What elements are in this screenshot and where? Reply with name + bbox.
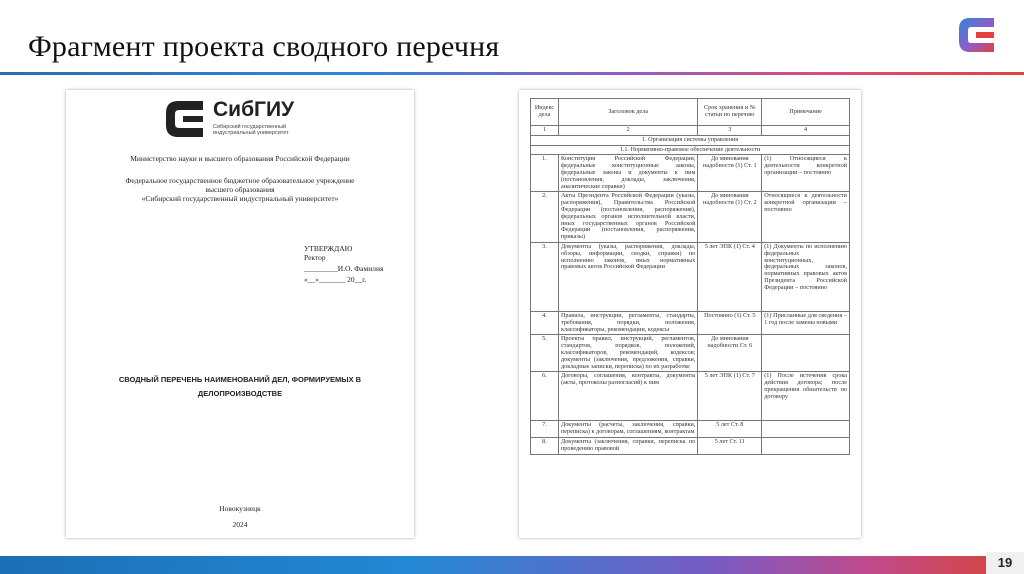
column-number-row: [531, 126, 850, 136]
header-index: Индекс дела: [531, 99, 559, 126]
table-header-row: [531, 99, 850, 126]
document-title-line-2: ДЕЛОПРОИЗВОДСТВЕ: [197, 389, 283, 398]
header-title: Заголовок дела: [558, 99, 697, 126]
row-term: 5 лет Ст. 11: [698, 437, 762, 454]
title-page-document: [66, 90, 414, 538]
row-index: 2.: [531, 192, 559, 243]
rector-label: Ректор: [304, 253, 326, 262]
document-title-line-1: СВОДНЫЙ ПЕРЕЧЕНЬ НАИМЕНОВАНИЙ ДЕЛ, ФОРМИРУЕМЫХ В: [118, 375, 362, 384]
register-table: [530, 98, 850, 455]
table-row: [531, 242, 850, 311]
table-row: [531, 437, 850, 454]
row-note: (1) Документы по исполнению федеральных конституционных, федеральных законов, нормативных правовых актов Президента Российской Федерации – постоянно: [762, 242, 850, 311]
table-row: [531, 372, 850, 421]
table-row: [531, 421, 850, 438]
header-term: Срок хранения и № статьи по перечню: [698, 99, 762, 126]
header-divider: [0, 72, 1024, 75]
row-title: Проекты правил, инструкций, регламентов, стандартов, порядков, положений, классификаторов, рекомендаций, кодексов; документы (заключения, предложения, справки, докладные записки, переписка) по их разработке: [558, 335, 697, 372]
col-num: 4: [762, 126, 850, 136]
row-index: 5.: [531, 335, 559, 372]
register-table-document: [519, 90, 861, 538]
row-term: 5 лет ЭПК (1) Ст. 4: [698, 242, 762, 311]
section-row: [531, 135, 850, 145]
approve-label: УТВЕРЖДАЮ: [304, 244, 353, 253]
row-term: Постоянно (1) Ст. 5: [698, 311, 762, 334]
subsection-row: [531, 145, 850, 155]
row-term: До минования надобности (1) Ст. 1: [698, 155, 762, 192]
slide-title: Фрагмент проекта сводного перечня: [28, 30, 500, 63]
row-note: [762, 421, 850, 438]
table-row: [531, 311, 850, 334]
table-row: [531, 192, 850, 243]
row-title: Договоры, соглашения, контракты, документы (акты, протоколы разногласий) к ним: [558, 372, 697, 421]
row-index: 7.: [531, 421, 559, 438]
row-note: (1) Относящиеся к деятельности конкретной организации – постоянно: [762, 155, 850, 192]
row-term: 5 лет Ст. 8: [698, 421, 762, 438]
sibgiu-logo-icon: [954, 12, 1000, 58]
logo-subtitle: Сибирский государственный индустриальный университет: [213, 124, 289, 136]
col-num: 1: [531, 126, 559, 136]
row-term: До минования надобности Ст. 6: [698, 335, 762, 372]
sibgiu-mark-icon: [163, 97, 207, 141]
row-index: 1.: [531, 155, 559, 192]
approval-date: «__»_______ 20__г.: [304, 275, 367, 284]
university-logo: [163, 97, 343, 143]
row-title: Акты Президента Российской Федерации (указы, распоряжения), Правительства Российской Федерации (постановления, распоряжения), федеральных органов исполнительной власти, иных государственных органов Российской Федерации (постановления, распоряжения, приказы): [558, 192, 697, 243]
row-note: [762, 335, 850, 372]
row-note: Относящиеся к деятельности конкретной организации – постоянно: [762, 192, 850, 243]
row-index: 3.: [531, 242, 559, 311]
row-title: Правила, инструкции, регламенты, стандарты, требования, порядки, положения, классификаторы, рекомендации, кодексы: [558, 311, 697, 334]
ministry-name: Министерство науки и высшего образования Российской Федерации: [130, 154, 350, 163]
city: Новокузнецк: [219, 504, 261, 513]
col-num: 2: [558, 126, 697, 136]
row-title: Документы (заключения, справки, переписка по проведению правовой: [558, 437, 697, 454]
row-index: 4.: [531, 311, 559, 334]
row-term: До минования надобности (1) Ст. 2: [698, 192, 762, 243]
row-note: (1) После истечения срока действия договора; после прекращения обязательств по договору: [762, 372, 850, 421]
section-title: 1. Организация системы управления: [531, 135, 850, 145]
row-term: 5 лет ЭПК (1) Ст. 7: [698, 372, 762, 421]
table-row: [531, 155, 850, 192]
footer-bar: [0, 556, 1024, 574]
row-index: 6.: [531, 372, 559, 421]
institution-line-3: «Сибирский государственный индустриальный университет»: [141, 194, 339, 203]
year: 2024: [232, 520, 248, 529]
row-note: [762, 437, 850, 454]
logo-text: СибГИУ: [213, 98, 295, 121]
col-num: 3: [698, 126, 762, 136]
institution-line-1: Федеральное государственное бюджетное образовательное учреждение: [125, 176, 355, 185]
rector-signature: _________И.О. Фамилия: [304, 264, 384, 273]
row-title: Документы (указы, распоряжения, доклады, обзоры, информации, сводки, справки) по исполнению законов, иных нормативных правовых актов Российской Федерации: [558, 242, 697, 311]
row-title: Конституция Российской Федерации, федеральные конституционные законы, федеральные законы и документы к ним (постановления, доклады, заключения, аналитические справки): [558, 155, 697, 192]
page-number: 19: [986, 552, 1024, 574]
row-title: Документы (расчеты, заключения, справки, переписка) к договорам, соглашениям, контрактам: [558, 421, 697, 438]
row-note: (1) Присланные для сведения – 1 год после замены новыми: [762, 311, 850, 334]
row-index: 8.: [531, 437, 559, 454]
table-row: [531, 335, 850, 372]
subsection-title: 1.1. Нормативно-правовое обеспечение деятельности: [531, 145, 850, 155]
header-note: Примечание: [762, 99, 850, 126]
institution-line-2: высшего образования: [205, 185, 275, 194]
